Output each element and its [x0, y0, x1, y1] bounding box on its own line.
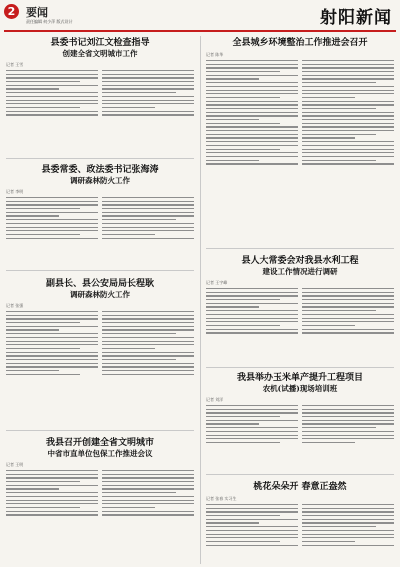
text-line	[302, 435, 394, 436]
article-body	[6, 197, 194, 241]
text-line	[6, 329, 59, 330]
text-line	[302, 508, 394, 509]
text-line	[102, 74, 194, 75]
text-line	[302, 325, 355, 326]
article-7	[206, 372, 394, 472]
article-byline: 记者 李明	[6, 189, 24, 194]
text-line	[206, 318, 298, 319]
text-line	[102, 204, 194, 205]
text-line	[102, 223, 194, 224]
text-line	[102, 355, 194, 356]
text-line	[6, 341, 98, 342]
text-line	[302, 314, 394, 315]
text-line	[302, 75, 394, 76]
article-separator	[6, 158, 194, 159]
text-line	[6, 208, 80, 209]
text-line	[6, 470, 98, 471]
text-line	[102, 197, 194, 198]
article-byline: 记者 刘洋	[206, 397, 224, 402]
text-line	[206, 310, 298, 311]
text-line	[206, 314, 298, 315]
text-line	[6, 514, 98, 515]
text-line	[302, 541, 355, 542]
text-line	[6, 70, 98, 71]
text-line	[206, 442, 280, 443]
text-line	[6, 481, 80, 482]
text-line	[302, 420, 394, 421]
text-line	[302, 126, 394, 127]
header-rule	[4, 30, 396, 32]
text-line	[6, 333, 98, 334]
text-line	[302, 130, 394, 131]
page-header	[0, 0, 400, 34]
article-byline: 记者 王明	[6, 462, 24, 467]
text-line	[6, 507, 80, 508]
article-separator	[206, 367, 394, 368]
text-line	[302, 534, 394, 535]
article-subhead: 调研森林防火工作	[70, 290, 130, 299]
text-line	[6, 85, 98, 86]
text-line	[6, 355, 98, 356]
text-line	[302, 156, 394, 157]
text-line	[206, 64, 298, 65]
article-headline: 全县城乡环境整治工作推进会召开	[232, 38, 368, 48]
article-8	[206, 481, 394, 563]
text-line	[102, 70, 194, 71]
text-line	[102, 363, 194, 364]
text-line	[206, 115, 298, 116]
section-title: 要闻	[26, 6, 48, 19]
article-separator	[206, 474, 394, 475]
text-line	[6, 201, 98, 202]
article-body	[206, 504, 394, 548]
text-line	[6, 492, 98, 493]
text-line	[302, 67, 394, 68]
text-line	[6, 488, 59, 489]
text-line	[302, 526, 376, 527]
text-line	[102, 344, 194, 345]
article-6	[206, 255, 394, 365]
text-line	[302, 160, 376, 161]
article-separator	[6, 270, 194, 271]
text-line	[206, 86, 298, 87]
text-line	[206, 511, 298, 512]
text-line	[302, 511, 394, 512]
text-line	[206, 137, 298, 138]
text-line	[102, 503, 194, 504]
text-line	[302, 405, 394, 406]
text-line	[302, 442, 355, 443]
text-line	[302, 97, 355, 98]
article-byline: 记者 王雪	[6, 62, 24, 67]
text-line	[206, 522, 259, 523]
text-line	[206, 438, 298, 439]
text-line	[206, 130, 298, 131]
text-line	[102, 227, 194, 228]
article-separator	[6, 430, 194, 431]
text-line	[206, 71, 280, 72]
text-line	[206, 97, 280, 98]
text-line	[302, 423, 394, 424]
text-line	[302, 545, 394, 546]
text-line	[206, 75, 298, 76]
text-line	[206, 141, 298, 142]
text-line	[302, 438, 394, 439]
text-line	[6, 511, 98, 512]
text-line	[206, 123, 280, 124]
text-line	[6, 363, 98, 364]
text-line	[302, 145, 394, 146]
text-line	[302, 332, 394, 333]
text-line	[102, 500, 194, 501]
text-line	[6, 485, 98, 486]
text-line	[6, 107, 80, 108]
article-headline: 县人大常委会对我县水利工程	[241, 256, 359, 266]
text-line	[102, 329, 194, 330]
article-body	[206, 60, 394, 167]
text-line	[302, 152, 394, 153]
text-line	[102, 326, 194, 327]
text-line	[302, 90, 394, 91]
text-line	[206, 145, 298, 146]
text-line	[6, 111, 98, 112]
text-line	[302, 93, 394, 94]
text-line	[302, 86, 394, 87]
article-headline: 我县召开创建全省文明城市	[45, 438, 154, 448]
article-subhead: 中省市直单位包保工作推进会议	[47, 449, 153, 458]
text-line	[206, 545, 298, 546]
text-line	[206, 534, 298, 535]
text-line	[206, 303, 298, 304]
text-line	[206, 541, 280, 542]
article-body	[206, 405, 394, 446]
article-headline: 县委常委、政法委书记张海涛	[41, 165, 159, 175]
text-line	[102, 92, 176, 93]
text-line	[102, 111, 194, 112]
text-line	[302, 123, 394, 124]
article-5	[206, 37, 394, 245]
text-line	[302, 149, 394, 150]
text-line	[102, 511, 194, 512]
text-line	[102, 219, 176, 220]
text-line	[206, 431, 298, 432]
text-line	[206, 104, 298, 105]
text-line	[302, 292, 394, 293]
text-line	[6, 374, 80, 375]
text-line	[102, 103, 194, 104]
text-line	[6, 326, 98, 327]
text-line	[6, 103, 98, 104]
text-line	[206, 515, 280, 516]
text-line	[302, 134, 376, 135]
article-subhead: 农机(试播)现场培训班	[262, 384, 338, 393]
text-line	[206, 405, 298, 406]
article-headline: 县委书记刘江文检查指导	[50, 38, 150, 48]
text-line	[206, 423, 259, 424]
article-byline: 记者 陈华	[206, 52, 224, 57]
article-headline: 我县举办玉米单产提升工程项目	[236, 373, 363, 383]
page-number-badge: 2	[4, 4, 19, 19]
text-line	[302, 299, 394, 300]
text-line	[6, 212, 98, 213]
text-line	[302, 431, 394, 432]
text-line	[302, 427, 376, 428]
text-line	[6, 477, 98, 478]
text-line	[6, 219, 98, 220]
text-line	[206, 306, 259, 307]
text-line	[102, 507, 155, 508]
text-line	[302, 163, 394, 164]
text-line	[6, 197, 98, 198]
text-line	[102, 234, 155, 235]
text-line	[302, 78, 394, 79]
text-line	[302, 306, 394, 307]
text-line	[102, 366, 194, 367]
text-line	[206, 149, 280, 150]
text-line	[102, 201, 194, 202]
article-byline: 记者 张强	[6, 303, 24, 308]
text-line	[302, 82, 376, 83]
article-body	[6, 311, 194, 377]
text-line	[206, 93, 298, 94]
article-headline: 桃花朵朵开 春意正盎然	[253, 482, 347, 492]
text-line	[206, 90, 298, 91]
editor-credit: 责任编辑 何少萍 版式设计	[26, 19, 73, 24]
text-line	[206, 299, 280, 300]
text-line	[102, 514, 194, 515]
text-line	[302, 504, 394, 505]
text-line	[302, 310, 376, 311]
text-line	[206, 420, 298, 421]
text-line	[6, 359, 98, 360]
article-body	[206, 288, 394, 336]
text-line	[102, 230, 194, 231]
text-line	[206, 526, 298, 527]
text-line	[102, 208, 194, 209]
text-line	[206, 67, 298, 68]
text-line	[102, 88, 194, 89]
article-headline: 副县长、县公安局局长程耿	[45, 279, 154, 289]
text-line	[6, 96, 98, 97]
text-line	[102, 215, 194, 216]
text-line	[206, 412, 298, 413]
text-line	[102, 100, 194, 101]
text-line	[6, 227, 98, 228]
article-body	[6, 70, 194, 118]
article-body	[6, 470, 194, 518]
text-line	[302, 64, 394, 65]
article-byline: 记者 张春 实习生	[206, 496, 237, 501]
text-line	[6, 503, 98, 504]
text-line	[302, 119, 394, 120]
text-line	[302, 288, 394, 289]
text-line	[206, 416, 280, 417]
text-line	[302, 115, 394, 116]
text-line	[206, 427, 298, 428]
article-4	[6, 437, 194, 563]
text-line	[6, 311, 98, 312]
text-line	[102, 311, 194, 312]
text-line	[206, 508, 298, 509]
text-line	[6, 496, 98, 497]
text-line	[302, 530, 394, 531]
text-line	[6, 348, 80, 349]
text-line	[102, 496, 194, 497]
text-line	[302, 409, 394, 410]
text-line	[302, 141, 394, 142]
text-line	[6, 370, 59, 371]
text-line	[302, 321, 394, 322]
text-line	[206, 108, 298, 109]
text-line	[302, 303, 394, 304]
text-line	[302, 515, 394, 516]
text-line	[206, 156, 298, 157]
text-line	[6, 337, 98, 338]
text-line	[102, 318, 194, 319]
article-subhead: 调研森林防火工作	[70, 176, 130, 185]
text-line	[102, 315, 194, 316]
text-line	[302, 60, 394, 61]
text-line	[6, 215, 59, 216]
text-line	[6, 322, 80, 323]
text-line	[102, 470, 194, 471]
text-line	[102, 238, 194, 239]
text-line	[102, 337, 194, 338]
text-line	[302, 104, 394, 105]
text-line	[102, 107, 155, 108]
newspaper-masthead: 射阳新闻	[320, 8, 392, 28]
text-line	[302, 112, 394, 113]
column-divider	[200, 36, 201, 564]
text-line	[302, 137, 355, 138]
text-line	[6, 344, 98, 345]
text-line	[102, 474, 194, 475]
text-line	[302, 318, 394, 319]
text-line	[206, 292, 298, 293]
text-line	[206, 152, 298, 153]
text-line	[206, 504, 298, 505]
text-line	[302, 519, 394, 520]
text-line	[6, 238, 98, 239]
text-line	[6, 352, 98, 353]
text-line	[206, 78, 259, 79]
text-line	[206, 409, 298, 410]
text-line	[206, 519, 298, 520]
text-line	[102, 114, 194, 115]
text-line	[102, 352, 194, 353]
text-line	[6, 315, 98, 316]
text-line	[102, 81, 194, 82]
text-line	[6, 234, 80, 235]
text-line	[206, 435, 298, 436]
text-line	[6, 81, 80, 82]
text-line	[102, 85, 194, 86]
text-line	[206, 160, 259, 161]
text-line	[102, 322, 194, 323]
text-line	[302, 101, 394, 102]
text-line	[6, 92, 98, 93]
text-line	[206, 329, 298, 330]
text-line	[302, 412, 394, 413]
article-subhead: 创建全省文明城市工作	[62, 49, 138, 58]
text-line	[206, 325, 280, 326]
text-line	[102, 481, 194, 482]
text-line	[206, 321, 298, 322]
text-line	[102, 477, 194, 478]
text-line	[206, 82, 298, 83]
text-line	[302, 416, 394, 417]
text-line	[102, 374, 194, 375]
text-line	[206, 537, 298, 538]
text-line	[206, 101, 298, 102]
text-line	[102, 359, 176, 360]
text-line	[302, 537, 394, 538]
text-line	[206, 60, 298, 61]
text-line	[302, 329, 394, 330]
text-line	[102, 77, 194, 78]
text-line	[6, 74, 98, 75]
text-line	[206, 126, 298, 127]
text-line	[6, 204, 98, 205]
text-line	[206, 134, 298, 135]
text-line	[6, 474, 98, 475]
text-line	[6, 77, 98, 78]
text-line	[102, 212, 194, 213]
text-line	[6, 100, 98, 101]
text-line	[206, 112, 298, 113]
text-line	[206, 288, 298, 289]
text-line	[6, 366, 98, 367]
text-line	[6, 114, 98, 115]
text-line	[102, 341, 194, 342]
text-line	[6, 318, 98, 319]
text-line	[206, 530, 298, 531]
text-line	[6, 223, 98, 224]
text-line	[102, 488, 194, 489]
text-line	[6, 88, 59, 89]
article-byline: 记者 王宇峰	[206, 280, 228, 285]
article-3	[6, 278, 194, 428]
text-line	[206, 295, 298, 296]
text-line	[102, 370, 194, 371]
text-line	[102, 492, 176, 493]
text-line	[102, 485, 194, 486]
text-line	[302, 522, 394, 523]
text-line	[302, 71, 394, 72]
text-line	[6, 230, 98, 231]
text-line	[102, 348, 155, 349]
text-line	[102, 96, 194, 97]
text-line	[302, 295, 394, 296]
article-subhead: 建设工作情况进行调研	[262, 267, 338, 276]
text-line	[206, 163, 298, 164]
article-2	[6, 164, 194, 268]
article-separator	[206, 248, 394, 249]
text-line	[206, 119, 259, 120]
text-line	[206, 332, 298, 333]
article-1	[6, 37, 194, 157]
text-line	[102, 333, 176, 334]
text-line	[302, 108, 376, 109]
text-line	[6, 500, 98, 501]
